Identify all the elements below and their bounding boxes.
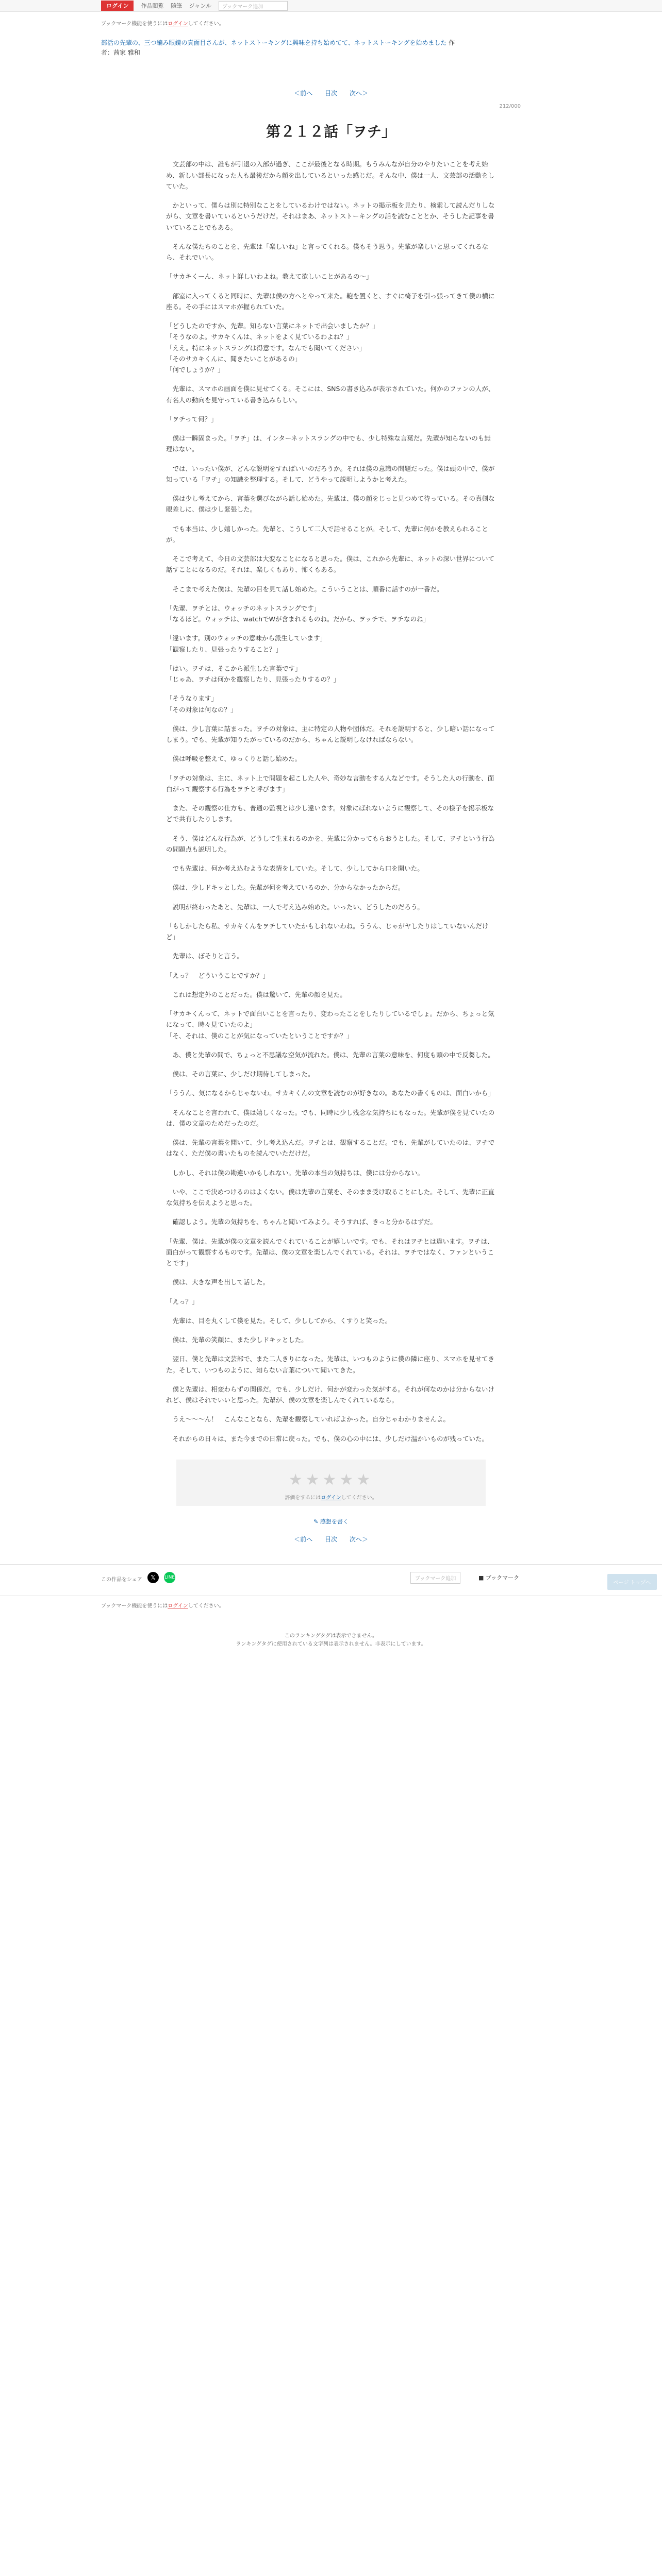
narration-paragraph: 確認しよう。先輩の気持ちを、ちゃんと聞いてみよう。そうすれば、きっと分かるはずだ。 <box>172 1218 437 1226</box>
rating-box <box>176 1460 486 1506</box>
narration-paragraph: 僕と先輩は、相変わらずの関係だ。でも、少しだけ、何かが変わった気がする。それが何なのかは分からないけれど、僕はそれでいいと思った。先輩が、僕の文章を楽しんでくれているなら。 <box>166 1385 494 1404</box>
narration-paragraph: これは想定外のことだった。僕は驚いて、先輩の顔を見た。 <box>172 990 346 998</box>
notice-text: ブックマーク機能を使うには <box>101 21 168 27</box>
narration-paragraph: 僕は、大きな声を出して話した。 <box>172 1278 270 1286</box>
narration-paragraph: うえ～～～ん！ こんなことなら、先輩を観察していればよかった。自分じゃわかりませんよ。 <box>172 1415 450 1423</box>
next-chapter-link-bottom[interactable]: 次へ＞ <box>349 1535 368 1543</box>
dialogue-paragraph: 「サカキくーん、ネット詳しいわよね。教えて欲しいことがあるの～」 <box>166 273 373 281</box>
narration-paragraph: そんなことを言われて、僕は嬉しくなった。でも、同時に少し残念な気持ちにもなった。先輩が僕を見ていたのは、僕の文章のためだったのだ。 <box>166 1108 495 1127</box>
narration-paragraph: そこで考えて、今日の文芸部は大変なことになると思った。僕は、これから先輩に、ネットの深い世界について話すことになるのだ。それは、楽しくもあり、怖くもある。 <box>166 555 495 574</box>
dialogue-paragraph: 「ヲチって何？」 <box>166 415 218 423</box>
dialogue-paragraph: 「えっ？」 <box>166 1297 198 1306</box>
narration-paragraph: では、いったい僕が、どんな説明をすればいいのだろうか。それは僕の意識の問題だった。僕は頭の中で、僕が知っている「ヲチ」の知識を整理する。そして、どうやって説明しようかと考えた。 <box>166 464 495 483</box>
narration-paragraph: そこまで考えた僕は、先輩の目を見て話し始めた。こういうことは、順番に話すのが一番だ。 <box>172 585 443 593</box>
dialogue-paragraph: 「もしかしたら私、サカキくんをヲチしていたかもしれないわね。ううん、じゃがヤしたりはしていないんだけど」 <box>166 922 489 941</box>
narration-paragraph: いや、ここで決めつけるのはよくない。僕は先輩の言葉を、そのまま受け取ることにした。そして、先輩に正直な気持ちを伝えようと思った。 <box>166 1188 495 1207</box>
dialogue-paragraph: 「サカキくんって、ネットで面白いことを言ったり、変わったことをしたりしているでしょ。だから、ちょっと気になって、時々見ていたのよ」 「そ、それは、僕のことが気になっていたということですか？」 <box>166 1010 494 1040</box>
bookmark-add-field[interactable]: ブックマーク追加 <box>219 1 288 11</box>
rating-stars[interactable]: ★★★★★ <box>288 1470 374 1489</box>
narration-paragraph: 文芸部の中は、誰もが引退の入部が過ぎ、ここが最後となる時期。もうみんなが自分のやりたいことを考え始め、新しい部長になった人も最後だから顔を出しているといった感じだ。そんな中、僕は一人、文芸部の活動をしていた。 <box>166 160 495 190</box>
series-info <box>0 27 462 58</box>
dialogue-paragraph: 「そうなります」 「その対象は何なの？」 <box>166 694 237 714</box>
footer-login-link[interactable]: ログイン <box>168 1603 188 1609</box>
narration-paragraph: 僕は、先輩の笑顔に、また少しドキッとした。 <box>172 1336 308 1344</box>
narration-paragraph: 僕は、少し言葉に詰まった。ヲチの対象は、主に特定の人物や団体だ。それを説明すると、少し暗い話になってしまう。でも、先輩が知りたがっているのだから、ちゃんと説明しなければならない。 <box>166 724 495 744</box>
narration-paragraph: 僕は、先輩の言葉を聞いて、少し考え込んだ。ヲチとは、観察することだ。でも、先輩がしていたのは、ヲチではなく、ただ僕の書いたものを読んでいただけだ。 <box>166 1139 495 1158</box>
narration-paragraph: 先輩は、ぼそりと言う。 <box>172 952 244 960</box>
rating-note <box>176 1493 486 1501</box>
rating-login-link[interactable]: ログイン <box>321 1495 341 1501</box>
prev-chapter-link[interactable]: ＜前へ <box>294 90 313 97</box>
line-share-icon[interactable]: LINE <box>164 1572 175 1583</box>
ranking-line-2: ランキングタグに使用されている文字列は表示されません。非表示にしています。 <box>236 1641 426 1647</box>
dialogue-paragraph: 「ううん、気になるからじゃないわ。サカキくんの文章を読むのが好きなの。あなたの書くものは、面白いから」 <box>166 1089 495 1097</box>
narration-paragraph: そんな僕たちのことを、先輩は「楽しいね」と言ってくれる。僕もそう思う。先輩が楽しいと思ってくれるなら、それでいい。 <box>166 242 489 262</box>
narration-paragraph: 翌日、僕と先輩は文芸部で、また二人きりになった。先輩は、いつものように僕の隣に座り、スマホを見せてきた。そして、いつものように、知らない言葉について聞いてきた。 <box>166 1355 495 1374</box>
write-review-link[interactable]: ✎ 感想を書く <box>313 1518 349 1525</box>
prev-chapter-link-bottom[interactable]: ＜前へ <box>294 1535 313 1543</box>
narration-paragraph: でも本当は、少し嬉しかった。先輩と、こうして二人で話せることが。そして、先輩に何かを教えられることが。 <box>166 524 488 544</box>
footer-text-suffix: してください。 <box>188 1603 224 1609</box>
top-nav-bar <box>0 0 662 12</box>
narration-paragraph: 部室に入ってくると同時に、先輩は僕の方へとやって来た。鞄を置くと、すぐに椅子を引っ張ってきて僕の横に座る。その手にはスマホが握られていた。 <box>166 292 495 311</box>
narration-paragraph: そう、僕はどんな行為が、どうして生まれるのかを、先輩に分かってもらおうとした。そして、ヲチという行為の問題点も説明した。 <box>166 834 495 853</box>
narration-paragraph: 僕は一瞬固まった。「ヲチ」は、インターネットスラングの中でも、少し特殊な言葉だ。先輩が知らないのも無理はない。 <box>166 434 491 453</box>
narration-paragraph: あ、僕と先輩の間で、ちょっと不思議な空気が流れた。僕は、先輩の言葉の意味を、何度も頭の中で反芻した。 <box>172 1050 494 1059</box>
page-top-button[interactable]: ページ トップへ <box>607 1574 657 1590</box>
nav-item-genre[interactable]: ジャンル <box>189 3 211 9</box>
notice-text-suffix: してください。 <box>188 21 224 27</box>
index-link[interactable]: 目次 <box>324 90 337 97</box>
author-name[interactable]: 茜家 雅和 <box>113 49 140 57</box>
footer-text: ブックマーク機能を使うには <box>101 1603 168 1609</box>
footer-notice <box>0 1596 662 1627</box>
page-number: 212/000 <box>499 104 521 110</box>
chapter-body <box>166 159 496 1444</box>
dialogue-paragraph: 「えっ？ どういうことですか？」 <box>166 971 270 979</box>
bookmark-button[interactable]: ■ ブックマーク <box>478 1574 520 1581</box>
next-chapter-link[interactable]: 次へ＞ <box>349 90 368 97</box>
narration-paragraph: でも先輩は、何か考え込むような表情をしていた。そして、少ししてから口を開いた。 <box>172 865 424 873</box>
share-bar <box>0 1564 662 1596</box>
bookmark-add-button[interactable]: ブックマーク追加 <box>410 1572 460 1584</box>
author-label: 作者： <box>101 39 455 57</box>
narration-paragraph: 僕は、その言葉に、少しだけ期待してしまった。 <box>172 1070 315 1078</box>
nav-menu <box>141 2 211 10</box>
chapter-pager-bottom <box>0 1535 662 1544</box>
login-notice <box>0 12 662 27</box>
narration-paragraph: それからの日々は、また今までの日常に戻った。でも、僕の心の中には、少しだけ温かいものが残っていた。 <box>172 1434 489 1443</box>
dialogue-paragraph: 「違います。別のウォッチの意味から派生しています」 「観察したり、見張ったりすること？」 <box>166 634 327 653</box>
notice-login-link[interactable]: ログイン <box>168 21 188 27</box>
dialogue-paragraph: 「先輩、ヲチとは、ウォッチのネットスラングです」 「なるほど。ウォッチは、watchでWが含まれるものね。だから、ヲッチで、ヲチなのね」 <box>166 604 430 623</box>
nav-item-works[interactable]: 作品閲覧 <box>141 3 164 9</box>
dialogue-paragraph: 「はい。ヲチは、そこから派生した言葉です」 「じゃあ、ヲチは何かを観察したり、見張ったりするの？」 <box>166 664 340 684</box>
dialogue-paragraph: 「先輩、僕は、先輩が僕の文章を読んでくれていることが嬉しいです。でも、それはヲチとは違います。ヲチは、面白がって観察するものです。先輩は、僕の文章を楽しんでくれている。それは、ヲチではなく、ファンということです」 <box>166 1237 494 1267</box>
ranking-tag-notice <box>0 1632 662 1649</box>
narration-paragraph: 僕は呼吸を整えて、ゆっくりと話し始めた。 <box>172 755 302 763</box>
narration-paragraph: 説明が終わったあと、先輩は、一人で考え込み始めた。いったい、どうしたのだろう。 <box>172 903 424 911</box>
narration-paragraph: 先輩は、スマホの画面を僕に見せてくる。そこには、SNSの書き込みが表示されていた。何かのファンの人が、有名人の動向を見守っている書き込みらしい。 <box>166 385 495 404</box>
rating-note-suffix: してください。 <box>341 1495 377 1501</box>
index-link-bottom[interactable]: 目次 <box>324 1535 337 1543</box>
narration-paragraph: しかし、それは僕の勘違いかもしれない。先輩の本当の気持ちは、僕には分からない。 <box>172 1168 424 1177</box>
dialogue-paragraph: 「ヲチの対象は、主に、ネット上で問題を起こした人や、奇妙な言動をする人などです。そうした人の行動を、面白がって観察する行為をヲチと呼びます」 <box>166 774 494 793</box>
ranking-line-1: このランキングタグは表示できません。 <box>284 1633 378 1639</box>
narration-paragraph: 僕は少し考えてから、言葉を選びながら話し始めた。先輩は、僕の顔をじっと見つめて待っている。その真剣な眼差しに、僕は少し緊張した。 <box>166 495 495 514</box>
login-button[interactable]: ログイン <box>101 1 134 11</box>
narration-paragraph: 僕は、少しドキッとした。先輩が何を考えているのか、分からなかったからだ。 <box>172 884 405 892</box>
dialogue-paragraph: 「どうしたのですか、先輩。知らない言葉にネットで出会いましたか？」 「そうなのよ。サカキくんは、ネットをよく見ているわよね？」 「ええ。特にネットスラングは得意です。なんでも聞いてください」 「そのサカキくんに、聞きたいことがあるの」 「何でしょうか？」 <box>166 322 379 374</box>
share-label: この作品をシェア <box>101 1577 142 1583</box>
narration-paragraph: また、その観察の仕方も、普通の監視とは少し違います。対象にばれないように観察して、その様子を掲示板などで共有したりします。 <box>166 804 494 823</box>
narration-paragraph: かといって、僕らは別に特別なことをしているわけではない。ネットの掲示板を見たり、検索して読んだりしながら、文章を書いているというだけだ。それはまあ、ネットストーキングの話を読むこととか、そうした記事を書いていることでもある。 <box>166 201 495 231</box>
narration-paragraph: 先輩は、目を丸くして僕を見た。そして、少ししてから、くすりと笑った。 <box>172 1316 392 1325</box>
series-title-link[interactable]: 部活の先輩の、三つ編み眼鏡の真面目さんが、ネットストーキングに興味を持ち始めてて、ネットストーキングを始めました <box>101 39 447 46</box>
rating-note-prefix: 評価をするには <box>285 1495 321 1501</box>
x-share-icon[interactable]: 𝕏 <box>147 1572 159 1583</box>
chapter-pager-top <box>0 89 662 97</box>
nav-item-essay[interactable]: 随筆 <box>170 3 182 9</box>
chapter-title: 第２１２話「ヲチ」 <box>266 123 396 141</box>
